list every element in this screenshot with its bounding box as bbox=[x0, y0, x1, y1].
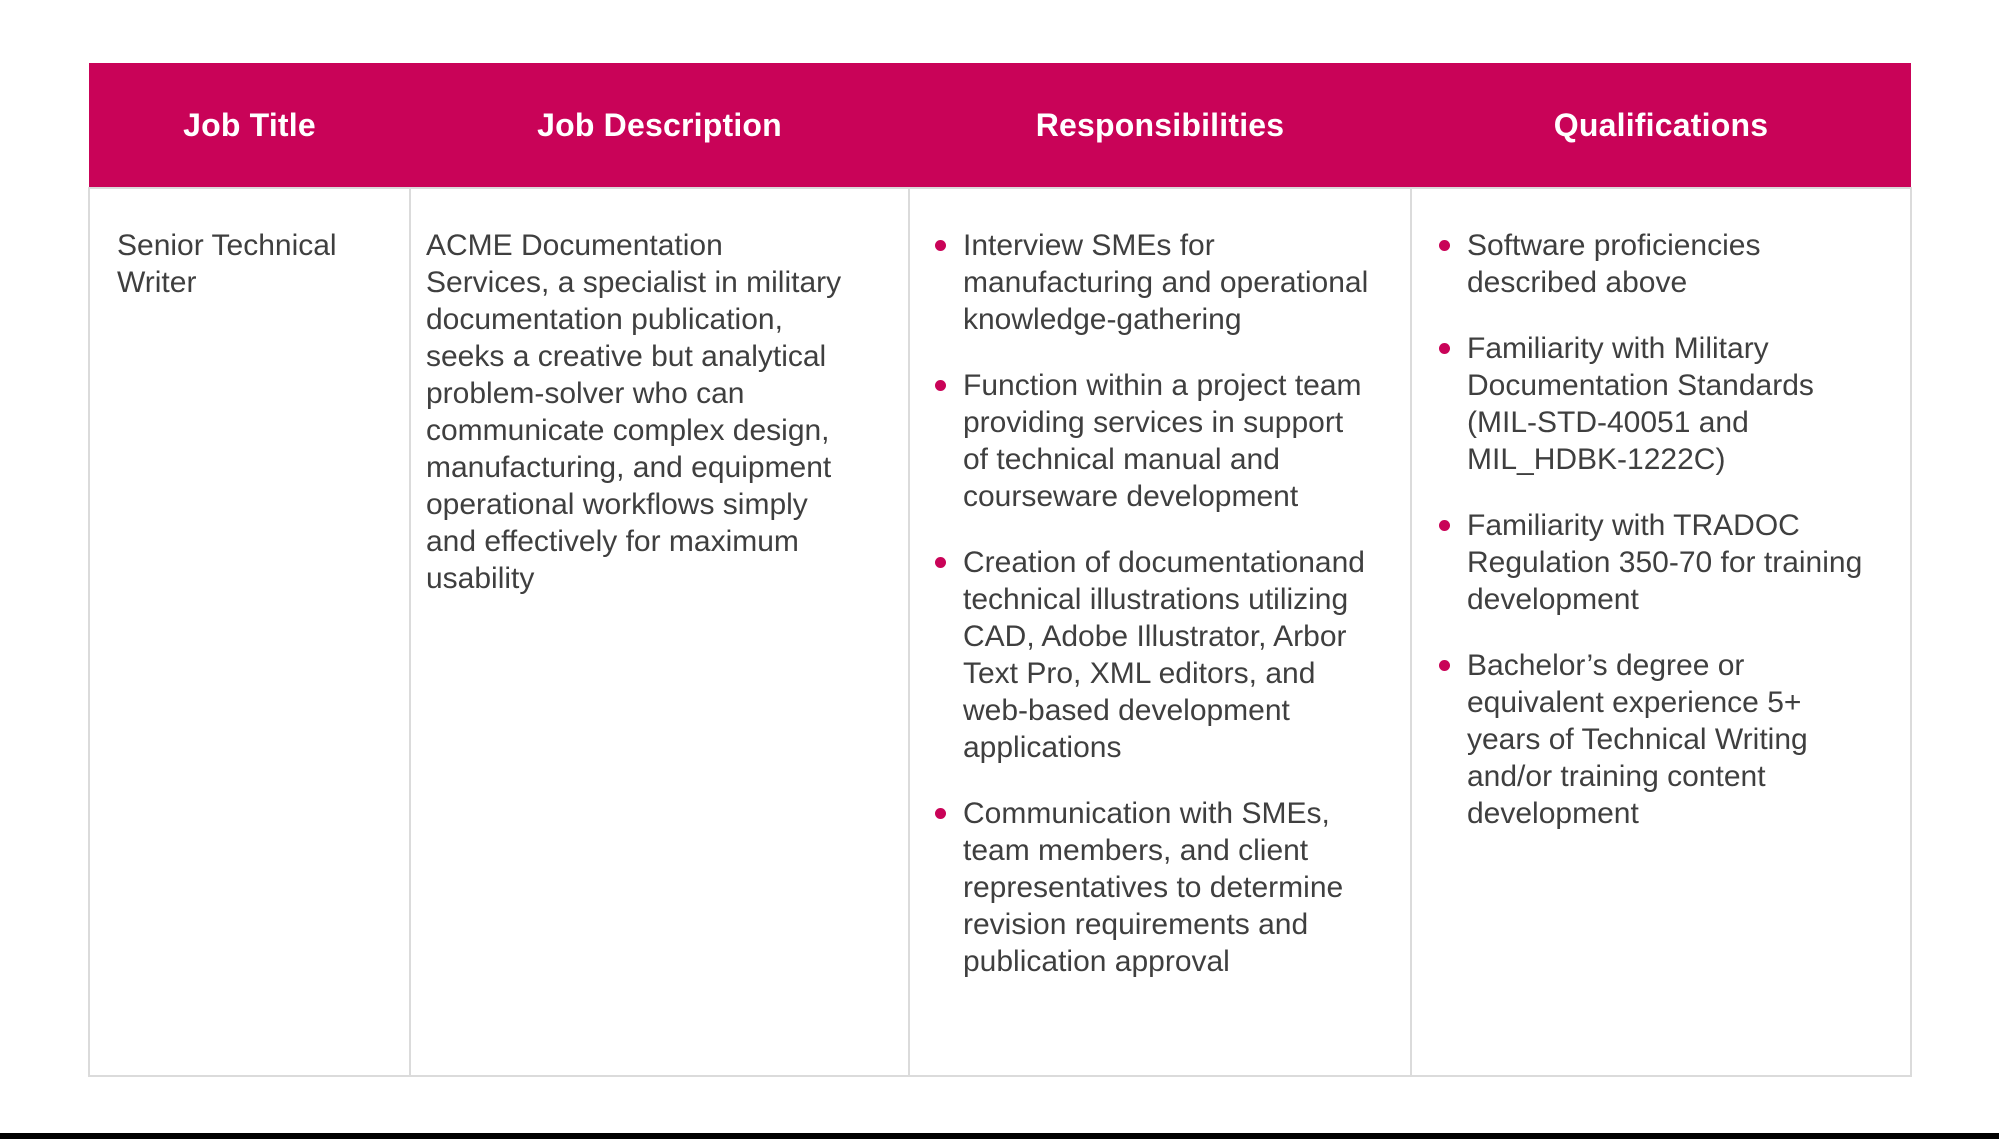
bullet-dot-icon bbox=[1439, 343, 1450, 354]
bullet-item bbox=[1439, 507, 1877, 618]
bullet-item bbox=[1439, 330, 1877, 478]
bullet-item bbox=[935, 795, 1373, 980]
cell-qualifications bbox=[1411, 188, 1911, 1076]
bullet-item bbox=[1439, 227, 1877, 301]
header-responsibilities: Responsibilities bbox=[909, 63, 1411, 188]
bullet-dot-icon bbox=[935, 240, 946, 251]
bullet-dot-icon bbox=[1439, 520, 1450, 531]
bullet-dot-icon bbox=[935, 808, 946, 819]
bullet-text: Familiarity with Military Documentation Standards (MIL-STD-40051 and MIL_HDBK-1222C) bbox=[1467, 332, 1814, 476]
cell-responsibilities bbox=[909, 188, 1411, 1076]
bullet-item bbox=[935, 544, 1373, 766]
bullet-text: Familiarity with TRADOC Regulation 350-70 for training development bbox=[1467, 509, 1863, 616]
header-job-description: Job Description bbox=[410, 63, 909, 188]
responsibilities-list bbox=[935, 227, 1371, 980]
bullet-dot-icon bbox=[1439, 660, 1450, 671]
bullet-text: Function within a project team providing services in support of technical manual and courseware development bbox=[963, 369, 1362, 513]
cell-job-title bbox=[89, 188, 410, 1076]
job-description-text: ACME Documentation Services, a specialist in military documentation publication, seeks a creative but analytical problem-solver who can communicate complex design, manufacturing, and equipment operational workflows simply and effectively for maximum usability bbox=[426, 229, 842, 595]
bullet-text: Creation of documentationand technical illustrations utilizing CAD, Adobe Illustrator, Arbor Text Pro, XML editors, and web-based development applications bbox=[963, 546, 1365, 764]
bullet-item bbox=[1439, 647, 1877, 832]
bullet-item bbox=[935, 227, 1373, 338]
bullet-dot-icon bbox=[1439, 240, 1450, 251]
job-description-table bbox=[88, 63, 1912, 1077]
bullet-item bbox=[935, 367, 1373, 515]
table-row bbox=[89, 188, 1911, 1076]
bottom-divider-line bbox=[0, 1133, 1999, 1139]
qualifications-list bbox=[1439, 227, 1875, 832]
bullet-text: Communication with SMEs, team members, and client representatives to determine revision requirements and publication approval bbox=[963, 797, 1344, 978]
bullet-text: Software proficiencies described above bbox=[1467, 229, 1761, 299]
header-qualifications: Qualifications bbox=[1411, 63, 1911, 188]
job-title-text: Senior Technical Writer bbox=[117, 229, 337, 299]
bullet-dot-icon bbox=[935, 557, 946, 568]
bullet-text: Interview SMEs for manufacturing and operational knowledge-gathering bbox=[963, 229, 1369, 336]
bullet-text: Bachelor’s degree or equivalent experience 5+ years of Technical Writing and/or training content development bbox=[1467, 649, 1808, 830]
table-header-row bbox=[89, 63, 1911, 188]
cell-job-description bbox=[410, 188, 909, 1076]
header-job-title: Job Title bbox=[89, 63, 410, 188]
bullet-dot-icon bbox=[935, 380, 946, 391]
